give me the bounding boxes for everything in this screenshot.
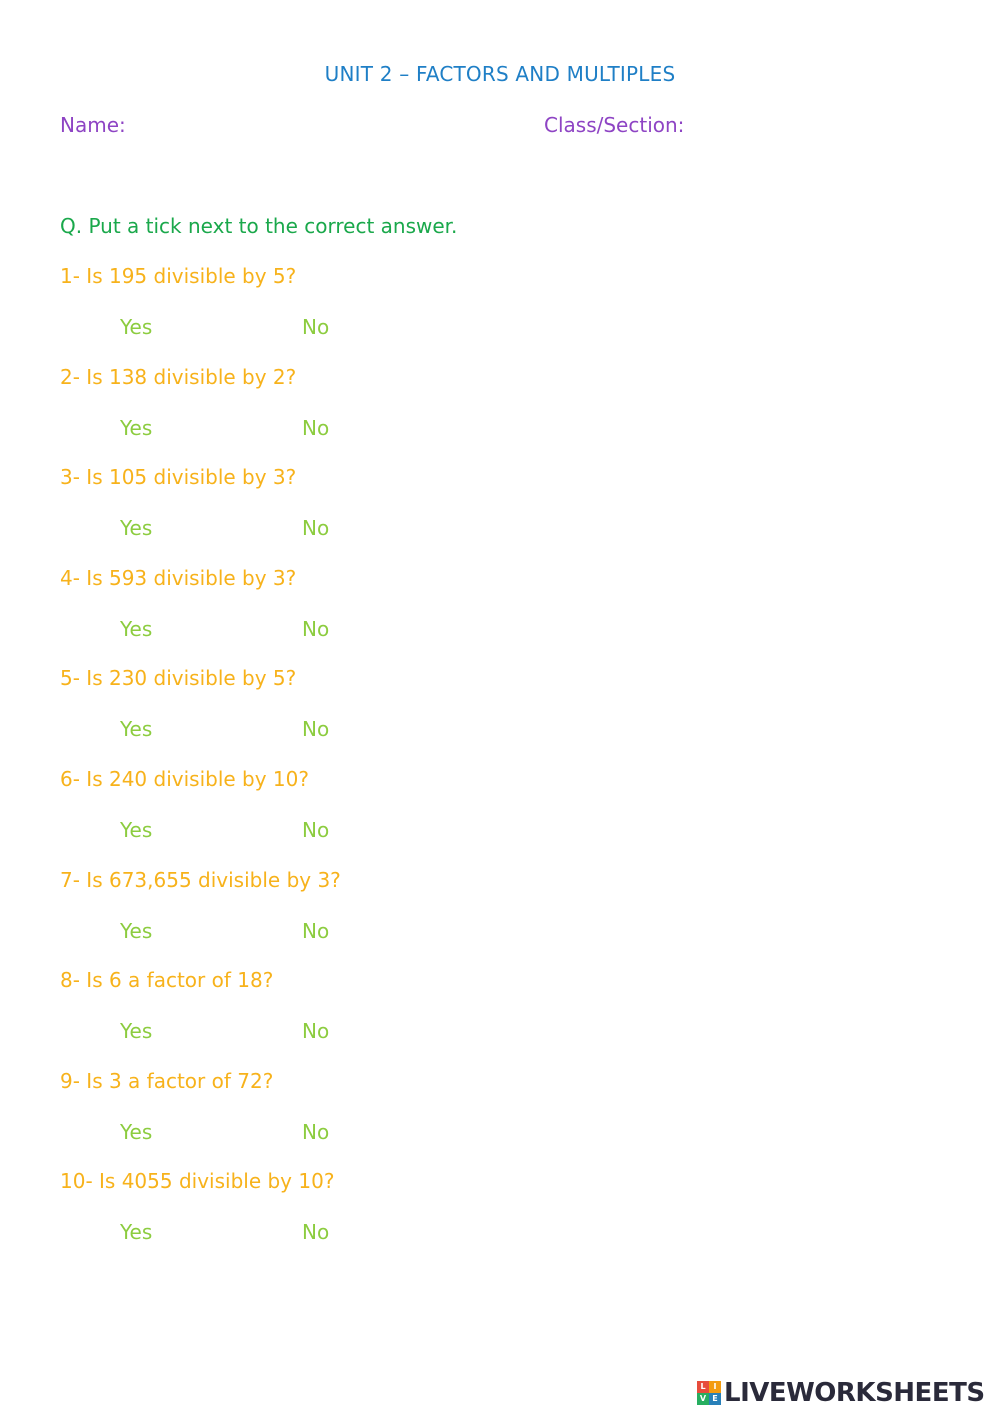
yes-option[interactable]: Yes [120,616,153,641]
logo-letter: V [697,1393,709,1405]
question-text: 6- Is 240 divisible by 10? [60,766,309,791]
no-option[interactable]: No [302,516,330,541]
instruction-text: Q. Put a tick next to the correct answer. [60,214,458,238]
no-option[interactable]: No [302,918,330,943]
question-text: 10- Is 4055 divisible by 10? [60,1169,335,1194]
logo-letter: E [709,1393,721,1405]
no-option[interactable]: No [302,817,330,842]
no-option[interactable]: No [302,315,330,339]
name-label: Name: [60,113,126,137]
yes-option[interactable]: Yes [120,817,153,842]
question-item [60,1069,940,1170]
yes-option[interactable]: Yes [120,516,153,541]
yes-option[interactable]: Yes [120,415,153,440]
logo-letter: L [697,1381,709,1393]
no-option[interactable]: No [302,717,330,742]
question-text: 3- Is 105 divisible by 3? [60,465,297,490]
yes-option[interactable]: Yes [120,1220,153,1245]
question-item [60,566,940,667]
question-item [60,968,940,1069]
question-item [60,465,940,566]
question-text: 8- Is 6 a factor of 18? [60,968,274,993]
no-option[interactable]: No [302,415,330,440]
logo-letter: I [709,1381,721,1393]
yes-option[interactable]: Yes [120,1119,153,1144]
class-section-label: Class/Section: [544,113,685,137]
question-item [60,264,940,365]
yes-option[interactable]: Yes [120,918,153,943]
yes-option[interactable]: Yes [120,1019,153,1044]
liveworksheets-brand [697,1378,985,1408]
page-title: UNIT 2 – FACTORS AND MULTIPLES [324,62,676,86]
question-text: 4- Is 593 divisible by 3? [60,565,297,590]
question-text: 1- Is 195 divisible by 5? [60,264,297,288]
question-item [60,1169,940,1270]
question-item [60,365,940,466]
no-option[interactable]: No [302,1019,330,1044]
question-item [60,666,940,767]
no-option[interactable]: No [302,1119,330,1144]
yes-option[interactable]: Yes [120,315,153,339]
question-text: 9- Is 3 a factor of 72? [60,1068,274,1093]
question-item [60,767,940,868]
liveworksheets-logo-icon [697,1381,721,1405]
question-text: 2- Is 138 divisible by 2? [60,364,297,389]
yes-option[interactable]: Yes [120,717,153,742]
question-list [60,264,940,1270]
brand-wordmark: LIVEWORKSHEETS [724,1378,985,1408]
question-item [60,868,940,969]
question-text: 7- Is 673,655 divisible by 3? [60,867,341,892]
question-text: 5- Is 230 divisible by 5? [60,666,297,691]
no-option[interactable]: No [302,1220,330,1245]
no-option[interactable]: No [302,616,330,641]
